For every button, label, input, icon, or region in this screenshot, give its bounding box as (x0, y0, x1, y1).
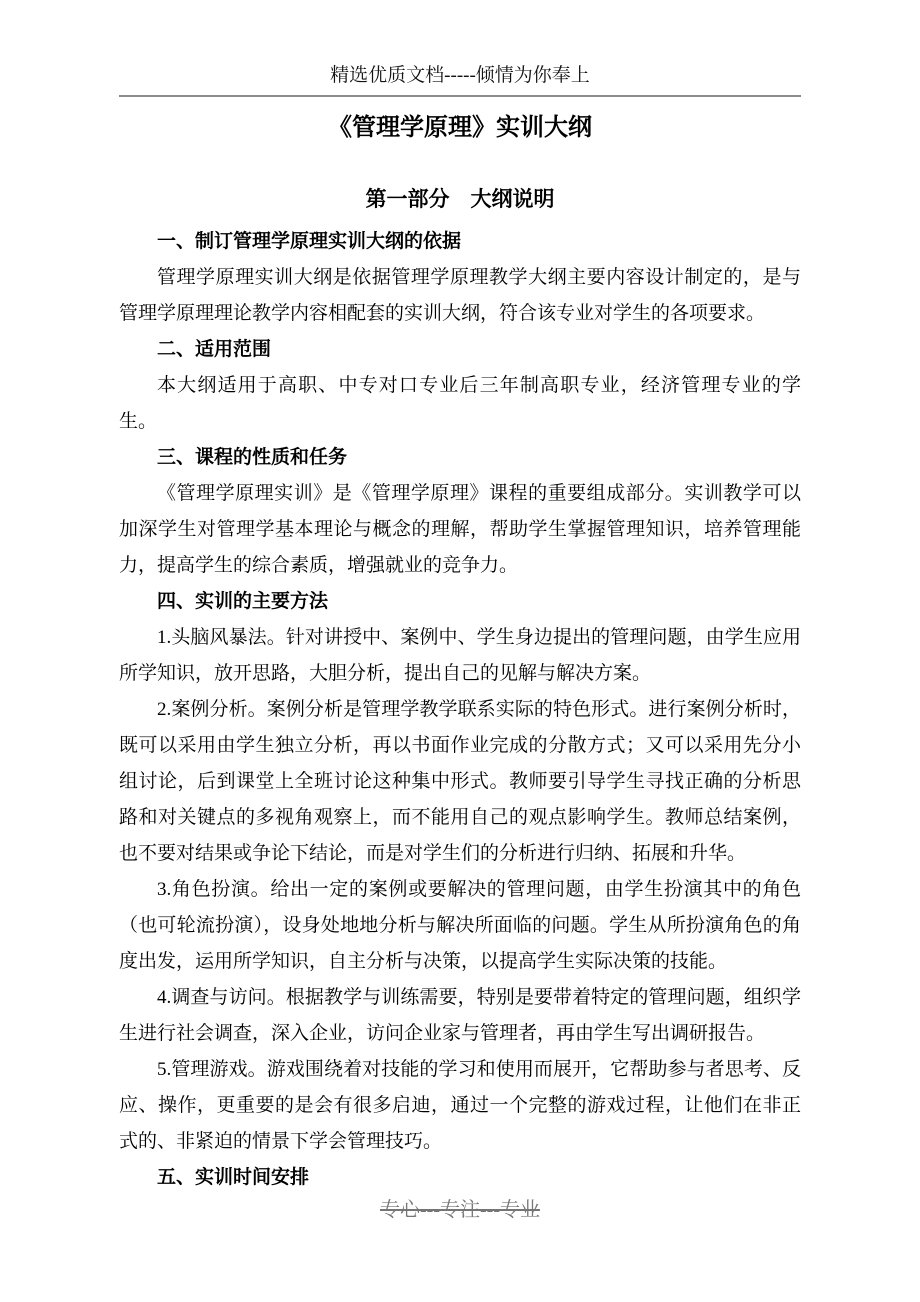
body-paragraph: 本大纲适用于高职、中专对口专业后三年制高职专业，经济管理专业的学生。 (119, 375, 801, 432)
body-paragraph: 管理学原理实训大纲是依据管理学原理教学大纲主要内容设计制定的，是与管理学原理理论教学内容相配套的实训大纲，符合该专业对学生的各项要求。 (119, 267, 801, 324)
section-heading: 四、实训的主要方法 (157, 591, 329, 612)
section-heading: 五、实训时间安排 (157, 1167, 310, 1188)
section-heading: 二、适用范围 (157, 339, 272, 360)
body-paragraph: 2.案例分析。案例分析是管理学教学联系实际的特色形式。进行案例分析时，既可以采用由学生独立分析，再以书面作业完成的分散方式；又可以采用先分小组讨论，后到课堂上全班讨论这种集中形式。教师要引导学生寻找正确的分析思路和对关键点的多视角观察上，而不能用自己的观点影响学生。教师总结案例，也不要对结果或争论下结论，而是对学生们的分析进行归纳、拓展和升华。 (119, 699, 801, 864)
page-header-text: 精选优质文档-----倾情为你奉上 (330, 65, 590, 86)
body-paragraph: 1.头脑风暴法。针对讲授中、案例中、学生身边提出的管理问题，由学生应用所学知识，放开思路，大胆分析，提出自己的见解与解决方案。 (119, 627, 801, 684)
document-body (119, 224, 801, 1196)
page-footer-text: 专心---专注---专业 (380, 1199, 540, 1221)
page-content (119, 0, 801, 1196)
part-heading: 第一部分 大纲说明 (365, 188, 555, 211)
body-paragraph: 《管理学原理实训》是《管理学原理》课程的重要组成部分。实训教学可以加深学生对管理学基本理论与概念的理解，帮助学生掌握管理知识，培养管理能力，提高学生的综合素质，增强就业的竞争力。 (119, 483, 801, 576)
document-title: 《管理学原理》实训大纲 (328, 114, 592, 141)
header-rule (119, 95, 801, 97)
body-paragraph: 5.管理游戏。游戏围绕着对技能的学习和使用而展开，它帮助参与者思考、反应、操作，更重要的是会有很多启迪，通过一个完整的游戏过程，让他们在非正式的、非紧迫的情景下学会管理技巧。 (119, 1059, 801, 1152)
body-paragraph: 4.调查与访问。根据教学与训练需要，特别是要带着特定的管理问题，组织学生进行社会调查，深入企业，访问企业家与管理者，再由学生写出调研报告。 (119, 987, 801, 1044)
body-paragraph: 3.角色扮演。给出一定的案例或要解决的管理问题，由学生扮演其中的角色（也可轮流扮演），设身处地地分析与解决所面临的问题。学生从所扮演角色的角度出发，运用所学知识，自主分析与决策，以提高学生实际决策的技能。 (119, 879, 801, 972)
section-heading: 三、课程的性质和任务 (157, 447, 348, 468)
section-heading: 一、制订管理学原理实训大纲的依据 (157, 231, 462, 252)
